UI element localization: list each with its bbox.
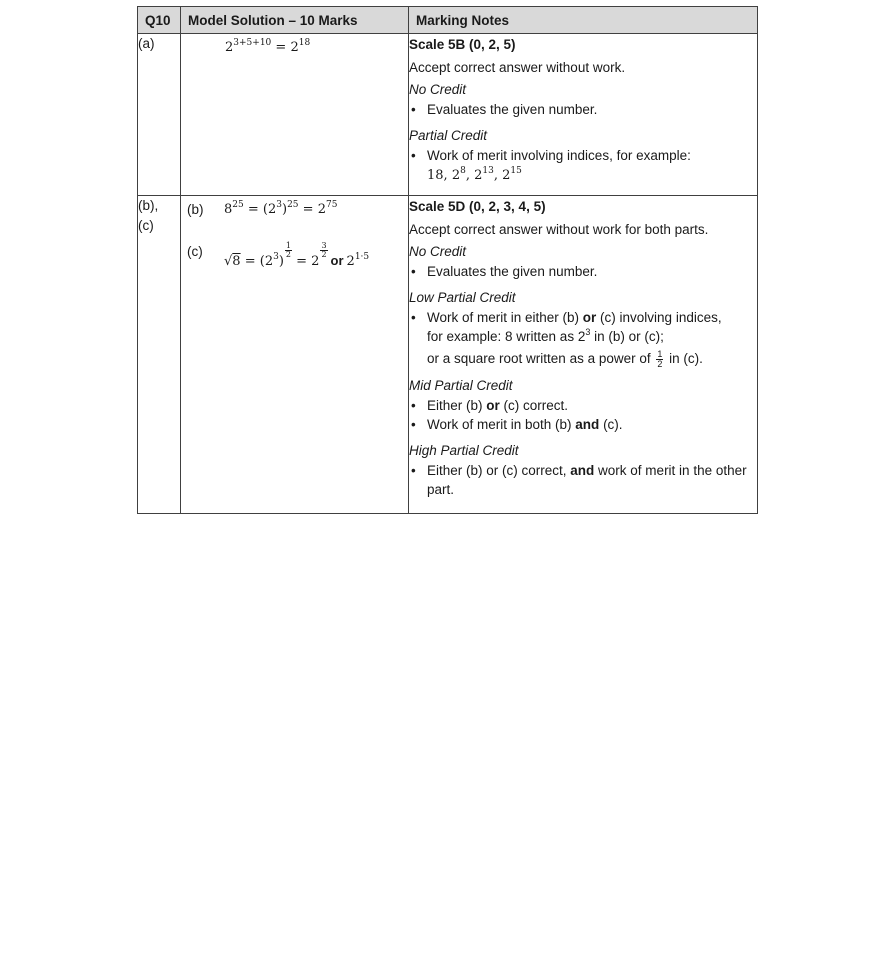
example-3-base: 2 [474,168,483,183]
example-4-base: 2 [502,168,511,183]
partial-credit-list-a [409,146,757,185]
example-2-exp: 8 [460,166,466,176]
frac1-num: 1 [285,241,291,250]
low-partial-list [409,308,757,369]
sol-c-t2-exp: 3 [273,252,279,262]
solution-c-expr [224,242,369,272]
solution-a-cell [181,34,409,196]
low-p6: in (c). [665,351,703,366]
mid1-p2: (c) correct. [499,398,569,413]
sol-b-t2-outer-exp: 25 [287,200,299,210]
low-p2: (c) involving indices, [596,310,722,325]
accept-a: Accept correct answer without work. [409,60,626,75]
sol-c-t3-base: 2 [311,254,320,269]
solution-c [181,242,408,272]
sol-a-eq: = [271,40,291,55]
question-label-bc [138,196,181,514]
high-partial-item [409,461,757,499]
question-b-text: (b), [138,198,159,213]
sol-b-t3-base: 2 [317,202,326,217]
example-4-exp: 15 [510,166,522,176]
mid-partial-item-1 [409,396,757,415]
low-partial-label: Low Partial Credit [409,290,516,305]
solution-a [181,34,408,58]
sol-c-t4-exp: 1·5 [354,252,370,262]
low-p5: or a square root written as a power of [427,351,655,366]
low-or: or [582,310,597,325]
sol-b-t2-exp: 3 [276,200,282,210]
high-partial-label: High Partial Credit [409,443,519,458]
mid2-and: and [575,417,600,432]
no-credit-item-bc: • Evaluates the given number. [409,262,757,281]
accept-bc: Accept correct answer without work for both parts. [409,222,709,237]
sol-c-eq1: = ( [240,254,265,269]
sol-b-t2-close: ) [281,202,288,217]
mid-partial-list [409,396,757,434]
header-row [138,7,758,34]
mid-partial-item-2 [409,415,757,434]
sol-b-t3-exp: 75 [325,200,338,210]
sol-a-base2: 2 [290,40,299,55]
row-part-bc [138,196,758,514]
solution-b-label: (b) [187,202,204,217]
low-frac-num: 1 [657,349,663,359]
mid2-p1: Work of merit in both (b) [427,417,576,432]
header-marking-notes: Marking Notes [409,7,758,34]
high-p2: work of merit in the other part. [427,463,747,497]
sol-c-frac-exp-1 [285,242,292,259]
solution-bc-cell [181,196,409,514]
header-model-solution: Model Solution – 10 Marks [181,7,409,34]
frac2-den: 2 [321,250,327,259]
no-credit-label-a: No Credit [409,82,467,97]
sol-a-base1: 2 [225,40,234,55]
partial-credit-item-a [409,146,757,185]
scale-bc: Scale 5D (0, 2, 3, 4, 5) [409,199,546,214]
example-3-exp: 13 [482,166,494,176]
sol-a-exp1: 3+5+10 [233,38,272,48]
solution-b [181,196,408,220]
example-2-base: 2 [451,168,461,183]
sol-a-exp2: 18 [298,38,311,48]
example-sep-1: , [465,168,475,183]
row-part-a [138,34,758,196]
no-credit-item-a: • Evaluates the given number. [409,100,757,119]
scale-a: Scale 5B (0, 2, 5) [409,37,516,52]
no-credit-label-bc: No Credit [409,244,467,259]
high-p1: Either (b) or (c) correct, [427,463,571,478]
high-and: and [570,463,595,478]
solution-c-label: (c) [187,244,203,259]
sol-c-frac-exp-2 [320,242,327,259]
sol-b-t2-base: 2 [267,202,277,217]
solution-b-expr [224,200,337,220]
header-question: Q10 [138,7,181,34]
sqrt-sign: √ [224,254,233,269]
frac2-num: 3 [321,241,327,250]
notes-bc-cell [409,196,758,514]
question-label-a [138,34,181,196]
example-1: 18, [427,168,452,183]
low-partial-item [409,308,757,369]
marking-scheme-table [137,6,758,514]
low-frac [656,350,663,369]
sol-b-t1-exp: 25 [232,200,244,210]
no-credit-list-a [409,100,757,119]
sol-c-t2-base: 2 [264,254,274,269]
sol-c-or: or [330,253,344,268]
frac1-den: 2 [285,250,291,259]
sol-c-eq2: = [292,254,312,269]
mid2-p2: (c). [599,417,623,432]
sol-b-eq1: = ( [243,202,268,217]
no-credit-list-bc [409,262,757,281]
sol-b-eq2: = [298,202,318,217]
sol-c-t2-close: ) [278,254,284,269]
low-p4: in (b) or (c); [590,329,664,344]
partial-examples [427,168,522,183]
mid-partial-label: Mid Partial Credit [409,378,513,393]
sol-c-t4-base: 2 [346,254,355,269]
sqrt-arg: 8 [232,254,241,269]
low-frac-den: 2 [657,359,663,369]
example-sep-2: , [493,168,503,183]
high-partial-list [409,461,757,499]
question-a-text: (a) [138,36,155,51]
partial-credit-label-a: Partial Credit [409,128,488,143]
low-p3: for example: 8 written as 2 [427,329,586,344]
low-p3-exp: 3 [585,327,591,337]
sol-b-t1-base: 8 [224,202,233,217]
low-p1: Work of merit in either (b) [427,310,583,325]
mid1-or: or [486,398,500,413]
notes-a-cell [409,34,758,196]
mid1-p1: Either (b) [427,398,487,413]
question-c-text: (c) [138,218,154,233]
partial-item-text: Work of merit involving indices, for example: [427,148,691,163]
